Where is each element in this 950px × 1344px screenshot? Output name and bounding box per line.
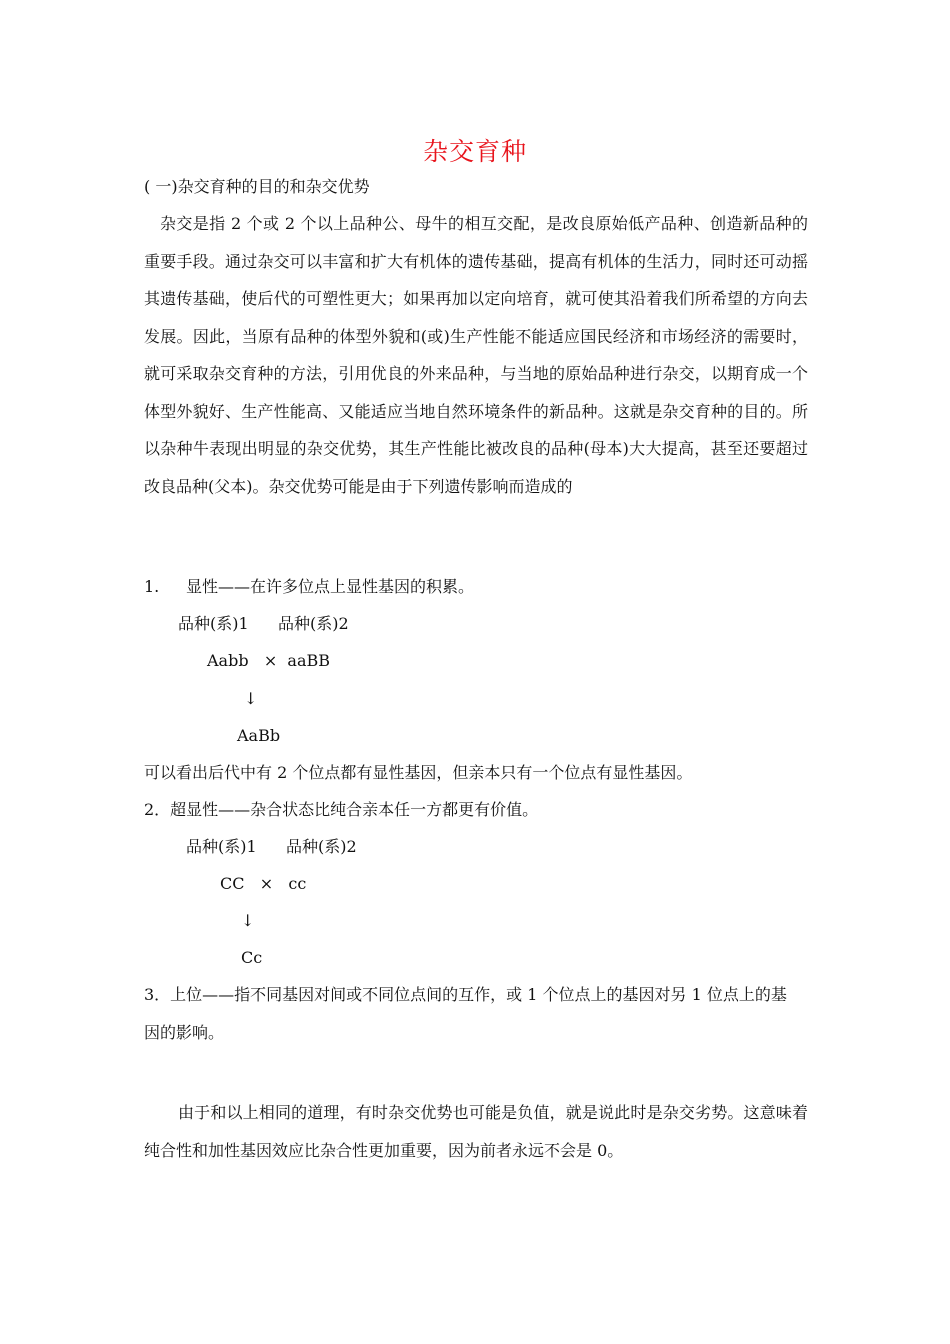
item2-parent2-label: 品种(系)2 — [286, 837, 357, 856]
item3-text-line1: 3．上位——指不同基因对间或不同位点间的互作，或 1 个位点上的基因对另 1 位点上的基 — [144, 985, 787, 1004]
item2-arrow: ↓ — [241, 911, 255, 930]
item1-offspring: AaBb — [237, 726, 281, 745]
item1-number: 1. — [144, 577, 160, 596]
item2-parent1-label: 品种(系)1 — [186, 837, 257, 856]
item2-offspring: Cc — [241, 948, 263, 967]
section-heading: ( 一)杂交育种的目的和杂交优势 — [144, 177, 370, 196]
item1-arrow: ↓ — [244, 689, 258, 708]
document-title: 杂交育种 — [422, 137, 527, 166]
closing-paragraph: 由于和以上相同的道理，有时杂交优势也可能是负值，就是说此时是杂交劣势。这意味着纯合性和加性基因效应比杂合性更加重要，因为前者永远不会是 0。 — [144, 1103, 808, 1160]
item1-parent1-label: 品种(系)1 — [178, 614, 249, 633]
item2-cross: CC × cc — [220, 874, 307, 893]
item1-text: 显性——在许多位点上显性基因的积累。 — [186, 577, 475, 596]
item3-text-line2: 因的影响。 — [144, 1023, 225, 1042]
intro-paragraph: 杂交是指 2 个或 2 个以上品种公、母牛的相互交配，是改良原始低产品种、创造新品种的重要手段。通过杂交可以丰富和扩大有机体的遗传基础，提高有机体的生活力，同时还可动摇其遗传基础，使后代的可塑性更大；如果再加以定向培育，就可使其沿着我们所希望的方向去发展。因此，当原有品种的体型外貌和(或)生产性能不能适应国民经济和市场经济的需要时，就可采取杂交育种的方法，引用优良的外来品种，与当地的原始品种进行杂交，以期育成一个体型外貌好、生产性能高、又能适应当地自然环境条件的新品种。这就是杂交育种的目的。所以杂种牛表现出明显的杂交优势，其生产性能比被改良的品种(母本)大大提高，甚至还要超过改良品种(父本)。杂交优势可能是由于下列遗传影响而造成的 — [144, 214, 808, 496]
item1-explanation: 可以看出后代中有 2 个位点都有显性基因，但亲本只有一个位点有显性基因。 — [144, 763, 693, 782]
item2-text: 2．超显性——杂合状态比纯合亲本任一方都更有价值。 — [144, 800, 539, 819]
item1-parent2-label: 品种(系)2 — [278, 614, 349, 633]
item1-cross: Aabb × aaBB — [207, 651, 331, 670]
